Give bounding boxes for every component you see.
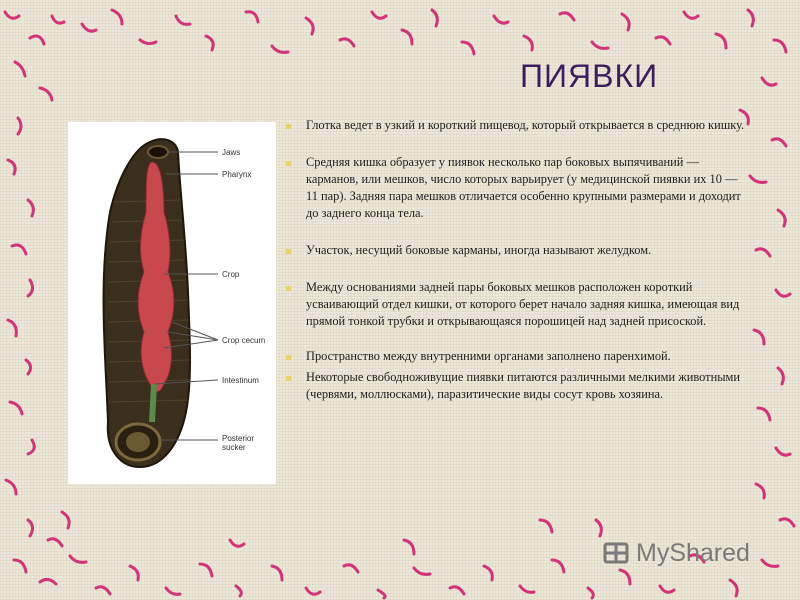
bullet-text: Пространство между внутренними органами заполнено паренхимой. bbox=[306, 349, 671, 363]
bullet-marker bbox=[286, 355, 291, 360]
bullet-item bbox=[286, 117, 746, 134]
watermark-text: MyShared bbox=[636, 539, 750, 567]
bullet-item bbox=[286, 154, 746, 222]
bullet-marker bbox=[286, 249, 291, 254]
bullet-marker bbox=[286, 286, 291, 291]
intestine bbox=[152, 384, 154, 422]
bullet-text: Участок, несущий боковые карманы, иногда называют желудком. bbox=[306, 243, 652, 257]
bullet-text: Глотка ведет в узкий и короткий пищевод, который открывается в среднюю кишку. bbox=[306, 118, 745, 132]
label-crop-cecum: Crop cecum bbox=[222, 336, 266, 345]
bullet-item bbox=[286, 369, 746, 403]
label-pharynx: Pharynx bbox=[222, 170, 252, 179]
bullet-item bbox=[286, 279, 746, 330]
slide-title: ПИЯВКИ bbox=[520, 58, 659, 94]
label-jaws: Jaws bbox=[222, 148, 241, 157]
bullet-item bbox=[286, 348, 746, 365]
bullet-marker bbox=[286, 161, 291, 166]
label-posterior-sucker: Posterior sucker bbox=[222, 434, 255, 452]
bullet-marker bbox=[286, 376, 291, 381]
jaws bbox=[148, 146, 168, 158]
bullet-text: Некоторые свободноживущие пиявки питаются различными мелкими животными (червями, моллюсками), паразитические виды сосут кровь хозяина. bbox=[306, 370, 741, 401]
label-crop: Crop bbox=[222, 270, 240, 279]
bullet-marker bbox=[286, 124, 291, 129]
bullet-item bbox=[286, 242, 746, 259]
myshared-logo-icon bbox=[602, 538, 632, 568]
bullet-text: Средняя кишка образует у пиявок несколько пар боковых выпячиваний — карманов, или мешков, число которых варьирует (у медицинской пиявки их 10 —11 пар). Задняя пара мешков отличается особенно крупными размерами и доходит до заднего конца тела. bbox=[306, 155, 741, 220]
bullet-text: Между основаниями задней пары боковых мешков расположен короткий усваивающий отдел кишки, от которого берет начало задняя кишка, имеющая вид прямой тонкой трубки и открывающаяся порошицей над задней присоской. bbox=[306, 280, 740, 328]
bullet-list bbox=[286, 117, 746, 403]
leech-anatomy-figure bbox=[68, 122, 276, 484]
label-intestinum: Intestinum bbox=[222, 376, 259, 385]
